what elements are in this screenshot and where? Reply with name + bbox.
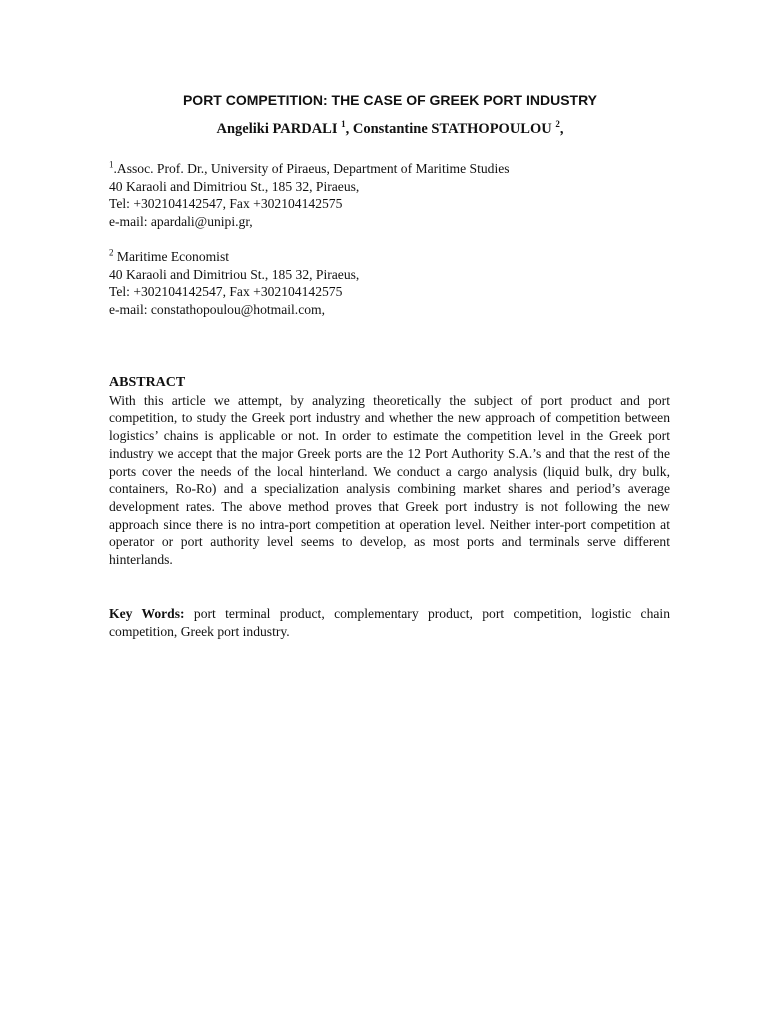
address-line: 40 Karaoli and Dimitriou St., 185 32, Piraeus, <box>109 266 360 282</box>
affiliation-1 <box>109 160 510 230</box>
abstract-body: With this article we attempt, by analyzing theoretically the subject of port product and port competition, to study the Greek port industry and whether the new approach of competition between logistics’ chains is applicable or not. In order to estimate the competition level in the Greek port industry we accept that the major Greek ports are the 12 Port Authority S.A.’s and that the rest of the ports cover the needs of the local hinterland. We conduct a cargo analysis (liquid bulk, dry bulk, containers, Ro-Ro) and a specialization analysis combining market shares and period’s average development rates. The above method proves that Greek port industry is not following the new approach since there is no intra-port competition at operation level. Neither inter-port competition at operator or port authority level seems to develop, as most ports and terminals serve different hinterlands. <box>109 392 670 568</box>
phone-fax-line: Tel: +302104142547, Fax +302104142575 <box>109 196 343 212</box>
author-separator: , <box>345 121 353 137</box>
affiliation-2 <box>109 248 359 318</box>
affiliation-line: .Assoc. Prof. Dr., University of Piraeus, Department of Maritime Studies <box>113 161 510 176</box>
affiliation-marker: 1 <box>341 119 346 130</box>
affiliation-marker: 1 <box>109 159 114 170</box>
keywords-paragraph <box>109 605 670 640</box>
abstract-heading: ABSTRACT <box>109 375 186 390</box>
address-line: 40 Karaoli and Dimitriou St., 185 32, Piraeus, <box>109 178 360 194</box>
email-line: e-mail: constathopoulou@hotmail.com, <box>109 301 326 317</box>
affiliation-marker: 2 <box>555 119 560 130</box>
author-separator: , <box>559 121 564 137</box>
affiliation-marker: 2 <box>109 247 114 258</box>
email-line: e-mail: apardali@unipi.gr, <box>109 213 253 229</box>
affiliation-line: Maritime Economist <box>113 249 230 264</box>
author-name: Constantine STATHOPOULOU <box>352 121 552 137</box>
keywords-text: port terminal product, complementary product, port competition, logistic chain competition, Greek port industry. <box>109 606 670 639</box>
paper-title: PORT COMPETITION: THE CASE OF GREEK PORT INDUSTRY <box>182 92 598 108</box>
keywords-label: Key Words: <box>109 606 185 621</box>
abstract-section <box>109 374 670 569</box>
author-name: Angeliki PARDALI <box>216 121 338 137</box>
author-line <box>0 121 768 138</box>
phone-fax-line: Tel: +302104142547, Fax +302104142575 <box>109 284 343 300</box>
